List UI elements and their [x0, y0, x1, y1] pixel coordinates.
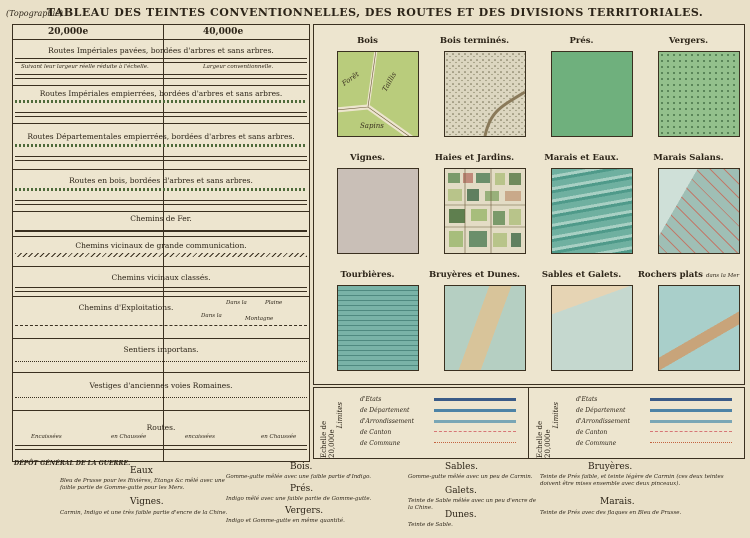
- tint-swatch: [658, 51, 740, 137]
- tint-label: Prés.: [569, 36, 594, 46]
- page-title: TABLEAU DES TEINTES CONVENTIONNELLES, DES ROUTES ET DES DIVISIONS TERRITORIALES.: [46, 6, 704, 19]
- road-line: [15, 287, 307, 292]
- road-line: [15, 156, 307, 161]
- road-section-5: [13, 211, 309, 237]
- road-line: [15, 445, 307, 450]
- legend-title: Bruyères.: [588, 462, 633, 472]
- limits-column-2: [530, 388, 744, 458]
- road-extra: Dans la: [201, 313, 222, 319]
- tint-cell-haies-jardins: [421, 142, 528, 259]
- tint-cell-pres: [528, 25, 635, 142]
- road-line: [15, 397, 307, 398]
- tint-swatch: [658, 285, 740, 371]
- tint-cell-vergers: [635, 25, 742, 142]
- limits-title: Limites: [552, 402, 560, 429]
- legend-text: Carmin, Indigo et une très faible partie d'encre de la Chine.: [60, 510, 228, 516]
- road-section-8: [13, 296, 309, 339]
- tint-label: Marais et Eaux.: [544, 153, 619, 163]
- road-section-4: [13, 169, 309, 212]
- depot-label: DÉPÔT GÉNÉRAL DE LA GUERRE.: [14, 460, 131, 467]
- bois-word: Forêt: [340, 70, 361, 88]
- road-line: [15, 112, 307, 117]
- forest-map-icon: [338, 52, 418, 136]
- road-line: [15, 74, 307, 79]
- tint-label: Haies et Jardins.: [434, 153, 515, 163]
- road-type: en Chaussée: [111, 434, 147, 440]
- road-section-2: [13, 85, 309, 124]
- limits-title: Limites: [336, 402, 344, 429]
- road-section-9: [13, 338, 309, 373]
- limit-label: d'Etats: [360, 396, 382, 403]
- limit-line: [650, 420, 732, 423]
- limit-line: [650, 431, 732, 433]
- tint-label: Bois: [357, 36, 378, 46]
- road-line: [15, 200, 307, 205]
- limits-scale: Echelle de 20,000e: [320, 420, 336, 458]
- limit-label: de Canton: [360, 429, 392, 436]
- legend-title: Vergers.: [285, 506, 324, 516]
- road-label: Chemins vicinaux de grande communication.: [75, 241, 247, 250]
- road-label: Routes en bois, bordées d'arbres et sans arbres.: [69, 176, 253, 185]
- limits-divider: [528, 388, 529, 458]
- limit-line: [434, 442, 516, 444]
- tint-swatch: [444, 168, 526, 254]
- limit-line: [434, 431, 516, 433]
- limit-line: [434, 398, 516, 401]
- limits-scale: Echelle de 20,000e: [536, 420, 552, 458]
- tint-label-small: dans la Mer: [705, 273, 740, 279]
- tint-swatch: [337, 168, 419, 254]
- limits-column-1: [314, 388, 528, 458]
- limit-label: d'Arrondissement: [576, 418, 631, 425]
- road-line: [15, 100, 307, 103]
- road-line: [15, 361, 307, 362]
- road-label: Vestiges d'anciennes voies Romaines.: [89, 381, 233, 390]
- road-type: en Chaussée: [261, 434, 297, 440]
- tint-label: Bruyères et Dunes.: [429, 270, 520, 280]
- road-label: Routes Impériales pavées, bordées d'arbres et sans arbres.: [48, 46, 274, 55]
- tint-label: Sables et Galets.: [541, 270, 622, 280]
- tint-label: [635, 270, 742, 280]
- limit-label: de Commune: [576, 440, 617, 447]
- legend-text: Indigo mêlé avec une faible partie de Gomme-gutte.: [226, 496, 372, 502]
- tint-cell-bois-termines: [421, 25, 528, 142]
- road-section-11: [13, 410, 309, 462]
- scrubland-pattern: [445, 52, 525, 136]
- tint-label: Marais Salans.: [653, 153, 724, 163]
- legend-text: Teinte de Sable mêlée avec un peu d'encre de la Chine.: [408, 498, 537, 511]
- tint-cell-tourbieres: [314, 259, 421, 376]
- road-label: Chemins de Fer.: [130, 214, 192, 223]
- limit-label: de Département: [360, 407, 410, 414]
- tint-swatch: [444, 285, 526, 371]
- topography-label: (Topographie): [6, 9, 63, 18]
- road-label: Routes Départementales empierrées, bordées d'arbres et sans arbres.: [27, 132, 295, 141]
- legend-title: Sables.: [445, 462, 478, 472]
- road-extra: Dans la: [226, 300, 247, 306]
- tint-swatch: [551, 168, 633, 254]
- legend-text: Indigo et Gomme-gutte en même quantité.: [226, 518, 345, 524]
- limit-label: d'Etats: [576, 396, 598, 403]
- legend-text: Gomme-gutte mêlée avec un peu de Carmin.: [408, 474, 533, 480]
- limit-line: [650, 409, 732, 412]
- tint-label: Tourbières.: [340, 270, 395, 280]
- legend-title: Bois.: [290, 462, 313, 472]
- road-section-3: [13, 123, 309, 170]
- limit-line: [434, 409, 516, 412]
- tint-swatch: [551, 51, 633, 137]
- road-label: Chemins d'Exploitations.: [78, 303, 174, 312]
- tint-swatch: [444, 51, 526, 137]
- road-extra: Plaine: [265, 300, 283, 306]
- road-type: encaissées: [185, 434, 215, 440]
- road-line: [15, 188, 307, 191]
- tint-cell-marais-salans: [635, 142, 742, 259]
- limit-label: de Canton: [576, 429, 608, 436]
- road-type: Encaissées: [31, 434, 62, 440]
- road-line: [15, 58, 307, 63]
- legend-title: Eaux: [130, 466, 153, 476]
- tint-cell-sables-galets: [528, 259, 635, 376]
- roads-panel: [12, 24, 310, 462]
- tint-label: Vignes.: [350, 153, 385, 163]
- road-label: Sentiers importans.: [123, 345, 199, 354]
- tint-cell-bruyeres-dunes: [421, 259, 528, 376]
- tint-cell-bois: [314, 25, 421, 142]
- limit-line: [650, 398, 732, 401]
- road-line: [15, 325, 307, 326]
- road-sub-right: Largeur conventionnelle.: [203, 64, 274, 70]
- tint-label-main: Rochers plats: [637, 270, 703, 280]
- legend-text: Teinte de Sable.: [408, 522, 453, 528]
- road-extra: Montagne: [245, 316, 274, 322]
- tints-panel: [313, 24, 745, 385]
- tint-swatch: [658, 168, 740, 254]
- road-sub-left: Suivant leur largeur réelle réduite à l'échelle.: [21, 64, 149, 70]
- road-line: [15, 144, 307, 147]
- legend-title: Prés.: [290, 484, 314, 494]
- legend-text: Bleu de Prusse pour les Rivières, Etangs &c mêlé avec une faible partie de Gomme-gutte pour les Mers.: [60, 478, 225, 491]
- tint-label: Vergers.: [668, 36, 709, 46]
- tint-label: Bois terminés.: [439, 36, 510, 46]
- legend-text: Gomme-gutte mêlée avec une faible partie d'Indigo.: [226, 474, 372, 480]
- legend-text: Teinte de Prés avec des flaques en Bleu de Prusse.: [540, 510, 682, 516]
- scale-40000: 40,000e: [203, 27, 244, 37]
- limits-panel: [313, 387, 745, 459]
- tint-swatch: [551, 285, 633, 371]
- scale-20000: 20,000e: [48, 27, 89, 37]
- tint-swatch: [337, 285, 419, 371]
- road-section-6: [13, 236, 309, 267]
- road-label: Routes Impériales empierrées, bordées d'arbres et sans arbres.: [39, 89, 283, 98]
- limit-line: [434, 420, 516, 423]
- road-section-7: [13, 266, 309, 297]
- road-line: [15, 230, 307, 232]
- legend-title: Galets.: [445, 486, 477, 496]
- limit-label: d'Arrondissement: [360, 418, 415, 425]
- bois-word: Sapins: [360, 122, 384, 130]
- tint-cell-rochers-plats: [635, 259, 742, 376]
- tint-cell-marais-eaux: [528, 142, 635, 259]
- legend-title: Vignes.: [130, 497, 164, 507]
- road-label: Chemins vicinaux classés.: [111, 273, 211, 282]
- tint-cell-vignes: [314, 142, 421, 259]
- tint-swatch: [337, 51, 419, 137]
- limit-label: de Commune: [360, 440, 401, 447]
- legend-text: Teinte de Prés faible, et teinte légère de Carmin (ces deux teintes doivent être mises ensemble avec deux pinceaux).: [540, 474, 724, 487]
- road-line: [15, 253, 307, 257]
- road-section-10: [13, 372, 309, 411]
- legend-title: Marais.: [600, 497, 635, 507]
- legend-title: Dunes.: [445, 510, 477, 520]
- limit-label: de Département: [576, 407, 626, 414]
- bois-word: Taillis: [380, 70, 399, 93]
- road-label: Routes.: [146, 423, 176, 432]
- limit-line: [650, 442, 732, 444]
- gardens-pattern: [445, 169, 525, 253]
- road-section-1: [13, 39, 309, 86]
